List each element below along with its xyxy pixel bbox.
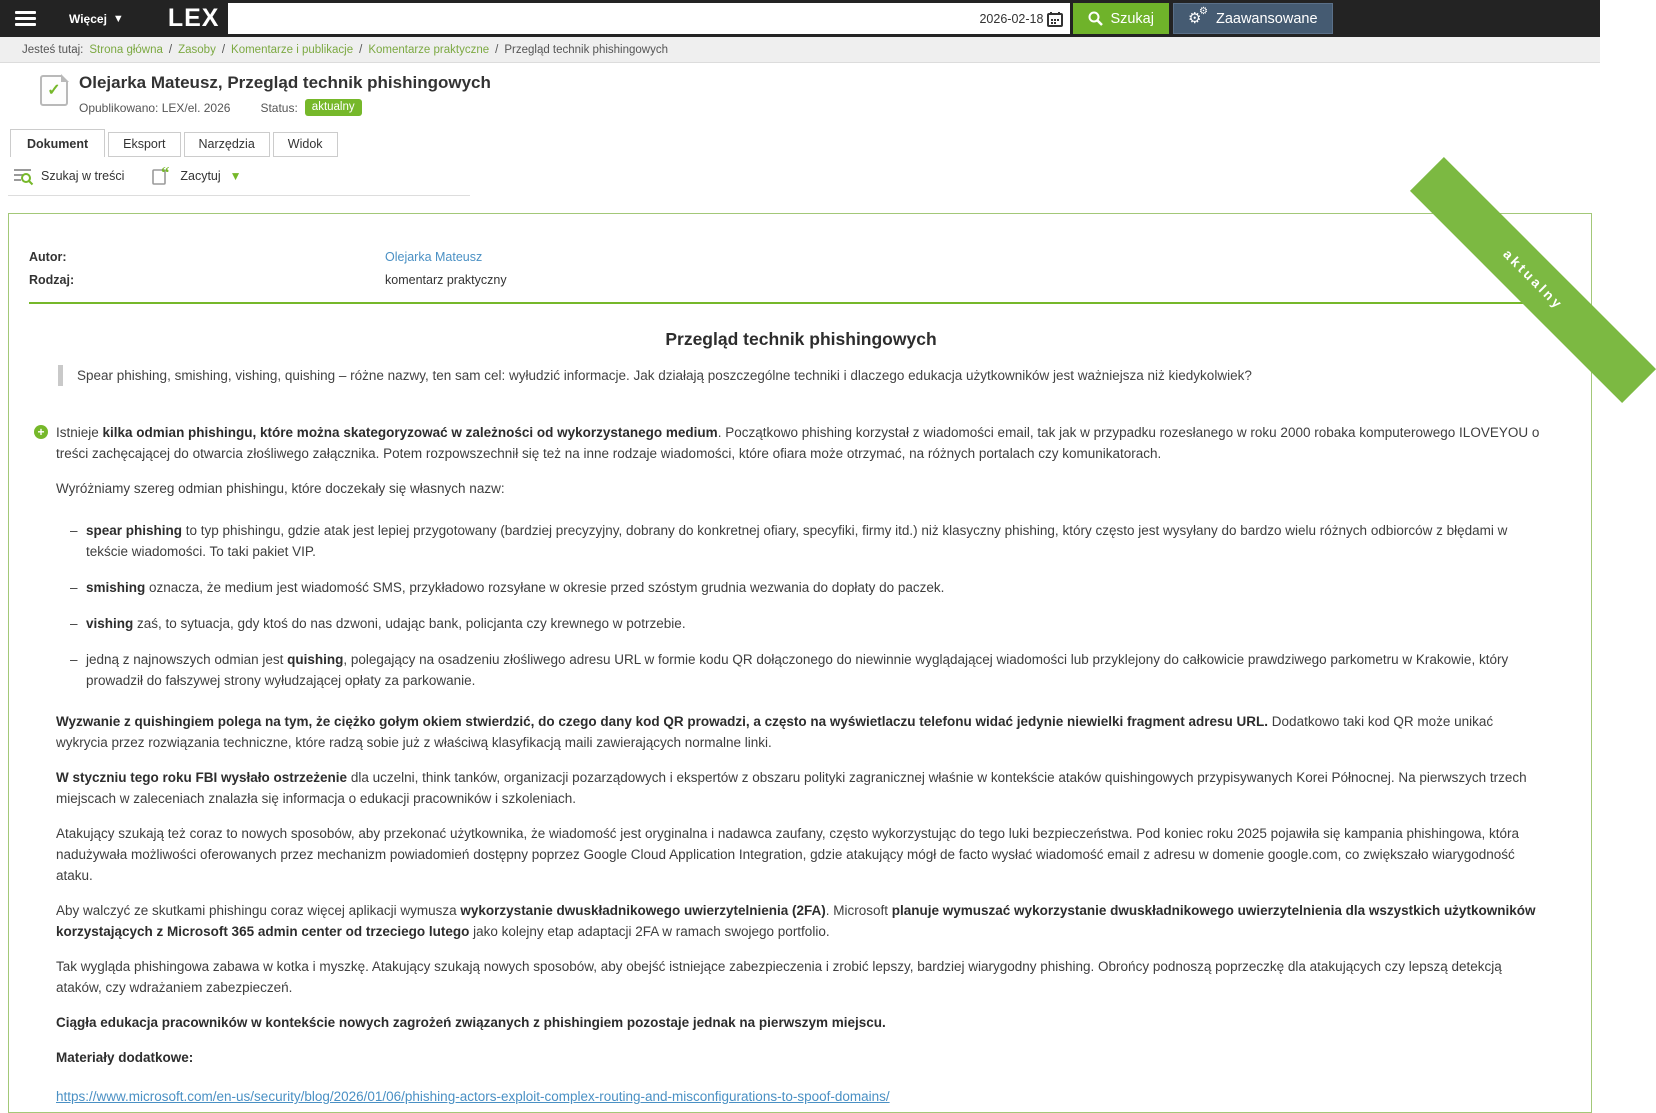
paragraph-variants: Wyróżniamy szereg odmian phishingu, które doczekały się własnych nazw: xyxy=(56,481,505,496)
advanced-search-button[interactable] xyxy=(1173,3,1333,34)
list-item-spear-phishing: – spear phishing to typ phishingu, gdzie atak jest lepiej przygotowany (bardziej precyzyjny, dobrany do konkretnej ofiary, specyfiki, firmy itd.) niż klasyczny phishing, który często jest wysyłany do bardzo wielu różnych odbiorców z błędami w tekście wiadomości. To taki pakiet VIP. xyxy=(86,520,1546,562)
document-toolbar xyxy=(0,157,1600,195)
search-in-content-label: Szukaj w treści xyxy=(41,168,125,183)
breadcrumb-separator: / xyxy=(359,43,363,56)
page-title: Olejarka Mateusz, Przegląd technik phishingowych xyxy=(79,73,491,92)
list-item-quishing: – jedną z najnowszych odmian jest quishing, polegający na osadzeniu złośliwego adresu URL w formie kodu QR dołączonego do niewinnie wyglądającej wiadomości lub przyklejony do całkowicie prawdziwego parkometru w Krakowie, który prowadził do fałszywej strony wyłudzającej opłaty za parkowanie. xyxy=(86,649,1546,691)
quote-icon xyxy=(152,163,173,185)
author-link[interactable]: Olejarka Mateusz xyxy=(385,250,483,264)
svg-text:“: “ xyxy=(161,163,170,182)
microsoft-blog-link[interactable]: https://www.microsoft.com/en-us/security/blog/2026/01/06/phishing-actors-exploit-complex-routing-and-misconfigurations-to-spoof-domains/ xyxy=(56,1089,890,1104)
document-panel xyxy=(8,213,1592,1113)
meta-row-type xyxy=(29,273,1555,287)
search-in-text-icon xyxy=(14,167,34,185)
paragraph-2fa: Aby walczyć ze skutkami phishingu coraz więcej aplikacji wymusza wykorzystanie dwuskładnikowego uwierzytelnienia (2FA). Microsoft planuje wymuszać wykorzystanie dwuskładnikowego uwierzytelnienia dla wszystkich użytkowników korzystających z Microsoft 365 admin center od trzeciego lutego jako kolejny etap adaptacji 2FA w ramach swojego portfolio. xyxy=(56,903,1536,939)
calendar-icon[interactable] xyxy=(1047,11,1063,27)
paragraph-fbi-warning: W styczniu tego roku FBI wysłało ostrzeżenie dla uczelni, think tanków, organizacji pozarządowych i ekspertów z obszaru polityki zagranicznej właśnie w kontekście ataków quishingowych przypisywanych Korei Północnej. Na pierwszych trzech miejscach w zaleceniach znalazła się informacja o edukacji pracowników i szkoleniach. xyxy=(56,770,1527,806)
document-header xyxy=(0,63,1600,116)
chevron-down-icon[interactable]: ▼ xyxy=(229,168,242,183)
green-divider xyxy=(29,302,1555,304)
lex-logo[interactable]: LEX xyxy=(167,4,220,32)
paragraph-education: Ciągła edukacja pracowników w kontekście nowych zagrożeń związanych z phishingiem pozostaje jednak na pierwszym miejscu. xyxy=(56,1015,886,1030)
document-metadata xyxy=(29,250,1555,287)
document-tabs xyxy=(10,129,1600,157)
breadcrumb-current: Przegląd technik phishingowych xyxy=(504,43,668,56)
list-item-vishing: – vishing zaś, to sytuacja, gdy ktoś do nas dzwoni, udając bank, policjanta czy krewnego w potrzebie. xyxy=(86,613,1546,634)
paragraph-quishing-challenge: Wyzwanie z quishingiem polega na tym, że ciężko gołym okiem stwierdzić, do czego dany kod QR prowadzi, a często na wyświetlaczu telefonu widać jedynie niewielki fragment adresu URL. Dodatkowo taki kod QR może unikać wykrycia przez rozwiązania techniczne, które radzą sobie już z właściwą klasyfikacją maili zawierających normalne linki. xyxy=(56,714,1494,750)
phishing-variants-list xyxy=(56,520,1546,691)
top-bar xyxy=(0,0,1600,37)
cite-button[interactable] xyxy=(152,163,242,185)
search-button-label: Szukaj xyxy=(1110,10,1154,27)
author-label: Autor: xyxy=(29,250,67,264)
more-menu-label: Więcej xyxy=(69,11,107,26)
breadcrumb-separator: / xyxy=(168,43,173,56)
status-ribbon: aktualny xyxy=(1410,157,1656,403)
paragraph-cat-and-mouse: Tak wygląda phishingowa zabawa w kotka i myszkę. Atakujący szukają nowych sposobów, aby obejść istniejące zabezpieczenia i zrobić lepszy, bardziej wiarygodny phishing. Obrońcy podnoszą poprzeczkę dla atakujących czy lepszą detekcją ataków, czy wdrażaniem zabezpieczeń. xyxy=(56,959,1502,995)
gears-icon: ⚙ ⚙ xyxy=(1187,5,1208,27)
status-label: Status: xyxy=(260,100,298,115)
type-value: komentarz praktyczny xyxy=(385,273,507,287)
plus-circle-icon[interactable]: + xyxy=(34,425,48,439)
breadcrumb-link-zasoby[interactable]: Zasoby xyxy=(178,43,216,56)
paragraph-intro: + Istnieje kilka odmian phishingu, które można skategoryzować w zależności od wykorzystanego medium. Początkowo phishing korzystał z wiadomości email, tak jak w przypadku rozesłanego w roku 2000 robaka komputerowego ILOVEYOU o treści zachęcającej do otwarcia złośliwego załącznika. Potem rozpowszechnił się też na inne rodzaje wiadomości, które ofiara może otrzymać, na różnych portalach czy komunikatorach. xyxy=(56,422,1546,464)
search-icon xyxy=(1088,11,1103,26)
breadcrumb-separator: / xyxy=(495,43,499,56)
additional-materials-heading: Materiały dodatkowe: xyxy=(56,1050,194,1065)
more-menu-button[interactable] xyxy=(69,12,124,26)
breadcrumb-separator: / xyxy=(221,43,226,56)
status-badge: aktualny xyxy=(305,99,362,116)
breadcrumb-prefix: Jesteś tutaj: xyxy=(22,43,84,56)
check-icon: ✓ xyxy=(47,82,61,99)
paragraph-google-cloud: Atakujący szukają też coraz to nowych sposobów, aby przekonać użytkownika, że wiadomość jest oryginalna i nadawca zaufany, często wykorzystując do tego luki bezpieczeństwa. Pod koniec roku 2025 pojawiła się kampania phishingowa, która nadużywała możliwości oferowanych przez mechanizm powiadomień dostępny poprzez Google Cloud Application Integration, gdzie atakujący mógł de facto wysłać wiadomość email z adresu w domenie google.com, co zwiększało wiarygodność ataku. xyxy=(56,826,1520,883)
breadcrumb-link-komentarze-praktyczne[interactable]: Komentarze praktyczne xyxy=(368,43,490,56)
breadcrumb xyxy=(0,37,1600,63)
toolbar-divider xyxy=(8,195,470,196)
hamburger-menu-icon[interactable] xyxy=(15,11,36,26)
type-label: Rodzaj: xyxy=(29,273,75,287)
tab-widok[interactable]: Widok xyxy=(273,132,338,157)
search-in-content-button[interactable] xyxy=(14,167,124,185)
article-lead: Spear phishing, smishing, vishing, quishing – różne nazwy, ten sam cel: wyłudzić informacje. Jak działają poszczególne techniki i dlaczego edukacja użytkowników jest ważniejsza niż kiedykolwiek? xyxy=(58,365,1546,386)
article-title: Przegląd technik phishingowych xyxy=(665,329,937,349)
tab-eksport[interactable]: Eksport xyxy=(108,132,180,157)
search-bar xyxy=(228,3,1070,34)
breadcrumb-link-home[interactable]: Strona główna xyxy=(89,43,163,56)
advanced-button-label: Zaawansowane xyxy=(1215,10,1318,27)
published-label: Opublikowano: LEX/el. 2026 xyxy=(79,100,231,115)
tab-narzedzia[interactable]: Narzędzia xyxy=(184,132,270,157)
breadcrumb-link-komentarze-publikacje[interactable]: Komentarze i publikacje xyxy=(231,43,354,56)
chevron-down-icon: ▼ xyxy=(112,12,124,25)
tab-dokument[interactable]: Dokument xyxy=(10,129,105,157)
list-item-smishing: – smishing oznacza, że medium jest wiadomość SMS, przykładowo rozsyłane w okresie przed szóstym grudnia wezwania do dopłaty do paczek. xyxy=(86,577,1546,598)
search-button[interactable] xyxy=(1073,3,1169,34)
document-status-icon xyxy=(40,75,68,106)
meta-row-author xyxy=(29,250,1555,264)
date-input[interactable] xyxy=(965,12,1043,26)
search-input[interactable] xyxy=(228,3,965,34)
cite-label: Zacytuj xyxy=(180,168,221,183)
article-body xyxy=(37,329,1546,1107)
